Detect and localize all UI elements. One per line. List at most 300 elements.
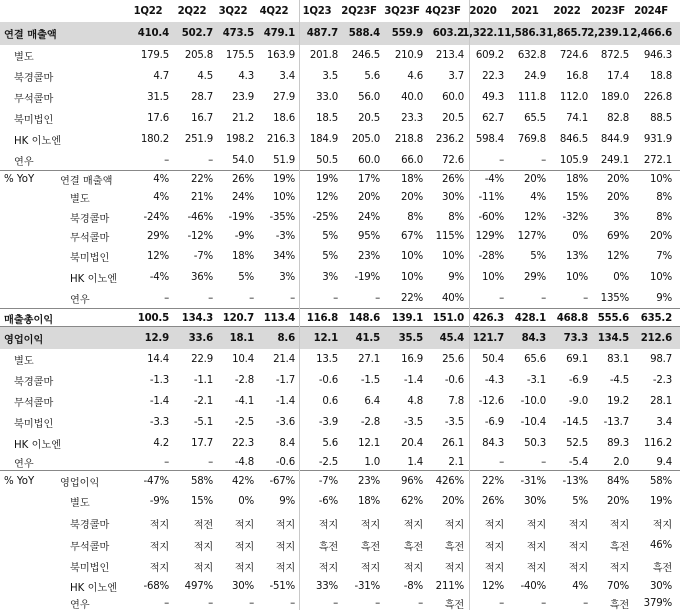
table-cell: – (541, 155, 546, 166)
table-cell: 적지 (318, 562, 338, 574)
table-cell: -13% (562, 475, 588, 487)
table-cell: -3.5 (444, 417, 464, 428)
table-cell: 84% (606, 475, 629, 487)
table-cell: 946.3 (643, 50, 672, 61)
table-cell: 379% (643, 598, 672, 609)
table-cell: 175.5 (225, 50, 254, 61)
table-row (0, 433, 680, 453)
table-cell: -31% (520, 475, 546, 487)
table-cell: 6.4 (364, 396, 380, 407)
table-cell: -3% (275, 231, 295, 242)
table-cell: -31% (354, 581, 380, 592)
table-cell: 29% (146, 231, 169, 242)
table-cell: -3.1 (526, 375, 546, 386)
table-cell: 769.8 (517, 134, 546, 145)
table-row (0, 491, 680, 512)
table-cell: – (208, 155, 213, 166)
row-label: HK 이노엔 (14, 136, 62, 147)
table-cell: – (164, 292, 169, 304)
table-cell: 121.7 (472, 332, 504, 344)
table-cell: -25% (312, 211, 338, 223)
table-cell: 4% (153, 174, 169, 185)
table-cell: 30% (523, 496, 546, 507)
table-cell: 249.1 (600, 155, 629, 166)
table-cell: 2,239.1 (587, 28, 629, 39)
table-cell: -47% (143, 475, 169, 487)
table-cell: 180.2 (140, 134, 169, 145)
table-cell: -51% (269, 581, 295, 592)
table-cell: 10% (400, 251, 423, 262)
row-sublabel: HK 이노엔 (70, 583, 118, 594)
table-cell: 115% (435, 231, 464, 242)
table-cell: 116.2 (643, 437, 672, 449)
table-cell: 흑전 (609, 541, 629, 553)
table-cell: 129% (475, 231, 504, 242)
table-cell: 19% (272, 174, 295, 185)
table-cell: -2.8 (360, 417, 380, 428)
table-cell: – (499, 456, 504, 468)
table-cell: -0.6 (275, 456, 295, 468)
table-row (0, 370, 680, 391)
table-cell: -5.1 (193, 417, 213, 428)
table-cell: 9% (279, 496, 295, 507)
table-row (0, 22, 680, 45)
table-cell: 24.9 (524, 71, 546, 82)
table-cell: 56.0 (358, 92, 380, 103)
table-cell: 724.6 (559, 50, 588, 61)
table-cell: 73.3 (563, 332, 588, 344)
row-sublabel: 연우 (70, 600, 90, 611)
table-cell: 62.7 (482, 113, 504, 124)
table-header-row (0, 0, 680, 23)
table-cell: -10.0 (520, 396, 546, 407)
table-cell: 17.7 (191, 437, 213, 449)
column-header: 3Q22 (218, 5, 248, 17)
row-label: HK 이노엔 (14, 439, 62, 451)
row-sublabel: 별도 (70, 194, 90, 205)
table-cell: 22.3 (232, 437, 254, 449)
table-cell: 54.0 (232, 155, 254, 166)
table-cell: 23.3 (401, 113, 423, 124)
table-row (0, 556, 680, 576)
table-cell: -3.3 (149, 417, 169, 428)
table-cell: – (583, 292, 588, 304)
table-row (0, 227, 680, 246)
table-cell: 18.5 (316, 113, 338, 124)
table-cell: 22% (190, 174, 213, 185)
table-cell: – (499, 155, 504, 166)
column-header: 1Q23 (302, 5, 332, 17)
table-cell: 4.5 (197, 71, 213, 82)
table-cell: 18% (400, 174, 423, 185)
table-cell: 25.6 (442, 354, 464, 365)
table-cell: 8% (407, 211, 423, 223)
table-cell: -40% (520, 581, 546, 592)
table-cell: 72.6 (442, 155, 464, 166)
table-cell: 120.7 (222, 312, 254, 324)
table-cell: 410.4 (137, 28, 169, 39)
table-cell: 적지 (609, 519, 629, 531)
table-cell: 4.3 (238, 71, 254, 82)
table-cell: 적지 (526, 519, 546, 531)
table-cell: – (208, 292, 213, 304)
table-cell: 흑전 (609, 600, 629, 611)
table-cell: 26.1 (442, 437, 464, 449)
table-cell: 30% (649, 581, 672, 592)
table-cell: 29% (523, 271, 546, 283)
table-cell: 163.9 (266, 50, 295, 61)
table-cell: 931.9 (643, 134, 672, 145)
table-cell: 적지 (568, 519, 588, 531)
table-cell: 134.5 (597, 332, 629, 344)
table-cell: -28% (478, 251, 504, 262)
table-cell: 16.9 (401, 354, 423, 365)
table-cell: 236.2 (435, 134, 464, 145)
table-cell: -2.8 (234, 375, 254, 386)
table-cell: 9% (656, 292, 672, 304)
table-cell: 33.6 (188, 332, 213, 344)
column-header: 2024F (634, 5, 668, 17)
table-cell: 24% (231, 192, 254, 203)
table-cell: 34% (272, 251, 295, 262)
table-row (0, 349, 680, 370)
table-cell: 16.7 (191, 113, 213, 124)
table-cell: 22% (481, 475, 504, 487)
table-cell: 5% (322, 251, 338, 262)
table-cell: 0.6 (322, 396, 338, 407)
row-sublabel: 무석콜마 (70, 541, 110, 553)
table-cell: – (375, 292, 380, 304)
table-cell: -1.7 (275, 375, 295, 386)
table-cell: – (290, 292, 295, 304)
table-cell: 211% (435, 581, 464, 592)
table-cell: 16.8 (566, 71, 588, 82)
column-header: 2Q22 (177, 5, 207, 17)
table-cell: 205.8 (184, 50, 213, 61)
table-cell: 3% (279, 271, 295, 283)
table-cell: 51.9 (273, 155, 295, 166)
table-cell: -12.6 (478, 396, 504, 407)
column-divider (299, 0, 300, 610)
table-cell: 872.5 (600, 50, 629, 61)
row-sublabel: 북미법인 (70, 253, 110, 264)
table-cell: 10% (400, 271, 423, 283)
table-cell: 19.2 (607, 396, 629, 407)
table-cell: 3.7 (448, 71, 464, 82)
table-cell: 0% (238, 496, 254, 507)
column-header: 2020 (469, 5, 497, 17)
table-cell: 609.2 (475, 50, 504, 61)
table-cell: 20% (606, 192, 629, 203)
table-cell: 603.2 (432, 28, 464, 39)
table-cell: 139.1 (391, 312, 423, 324)
table-cell: 45.4 (439, 332, 464, 344)
table-cell: 8% (656, 211, 672, 223)
table-cell: 13% (565, 251, 588, 262)
table-row (0, 150, 680, 171)
table-cell: 588.4 (348, 28, 380, 39)
table-cell: – (164, 456, 169, 468)
table-cell: 적지 (234, 519, 254, 531)
row-sublabel: HK 이노엔 (70, 273, 118, 285)
table-cell: 5% (530, 251, 546, 262)
table-cell: – (499, 598, 504, 609)
table-cell: 적지 (484, 541, 504, 553)
table-cell: 17% (357, 174, 380, 185)
table-cell: 7.8 (448, 396, 464, 407)
table-cell: 적지 (234, 562, 254, 574)
table-cell: – (208, 456, 213, 468)
table-cell: -9% (234, 231, 254, 242)
table-cell: 83.1 (607, 354, 629, 365)
table-cell: 27.9 (273, 92, 295, 103)
table-cell: 흑전 (652, 562, 672, 574)
table-cell: 5% (572, 496, 588, 507)
table-cell: 179.5 (140, 50, 169, 61)
column-header: 2023F (591, 5, 625, 17)
table-row (0, 512, 680, 534)
table-cell: – (541, 292, 546, 304)
table-cell: 1,865.7 (546, 28, 588, 39)
table-row (0, 309, 680, 327)
table-cell: – (375, 598, 380, 609)
column-header: 2Q23F (341, 5, 377, 17)
table-cell: 844.9 (600, 134, 629, 145)
column-header: 2022 (553, 5, 581, 17)
table-cell: 2,466.6 (630, 28, 672, 39)
table-cell: – (164, 155, 169, 166)
table-cell: 적지 (609, 562, 629, 574)
table-cell: 26% (231, 174, 254, 185)
table-cell: 적지 (526, 562, 546, 574)
table-cell: 3.4 (279, 71, 295, 82)
table-cell: 20% (441, 496, 464, 507)
table-cell: -1.4 (149, 396, 169, 407)
table-cell: 212.6 (640, 332, 672, 344)
table-cell: 555.6 (597, 312, 629, 324)
table-cell: 10% (272, 192, 295, 203)
table-cell: – (164, 598, 169, 609)
table-cell: 3.4 (656, 417, 672, 428)
table-cell: – (249, 292, 254, 304)
table-row (0, 188, 680, 207)
table-cell: 4.8 (407, 396, 423, 407)
table-cell: 2.0 (613, 456, 629, 468)
table-cell: -7% (193, 251, 213, 262)
table-cell: 12.1 (358, 437, 380, 449)
column-header: 4Q22 (259, 5, 289, 17)
table-cell: -67% (269, 475, 295, 487)
table-cell: 30% (231, 581, 254, 592)
row-sublabel: 북경콜마 (70, 519, 110, 531)
table-cell: 198.2 (225, 134, 254, 145)
table-cell: 62% (400, 496, 423, 507)
table-cell: 적지 (484, 519, 504, 531)
table-cell: 23% (357, 251, 380, 262)
table-cell: 426.3 (472, 312, 504, 324)
table-cell: 17.6 (147, 113, 169, 124)
table-cell: 58% (190, 475, 213, 487)
table-cell: 18% (357, 496, 380, 507)
table-cell: 적지 (149, 519, 169, 531)
table-cell: 246.5 (351, 50, 380, 61)
table-cell: 15% (565, 192, 588, 203)
table-cell: 13.5 (316, 354, 338, 365)
table-cell: 113.4 (263, 312, 295, 324)
table-cell: 428.1 (514, 312, 546, 324)
table-cell: -4% (484, 174, 504, 185)
table-cell: 0% (572, 231, 588, 242)
table-cell: 89.3 (607, 437, 629, 449)
row-label: % YoY (4, 174, 35, 185)
table-cell: -24% (143, 211, 169, 223)
table-cell: 12% (315, 192, 338, 203)
table-cell: 502.7 (181, 28, 213, 39)
table-cell: 적지 (403, 519, 423, 531)
column-header: 2021 (511, 5, 539, 17)
table-cell: – (333, 598, 338, 609)
table-cell: – (418, 598, 423, 609)
table-cell: -4.1 (234, 396, 254, 407)
table-cell: 205.0 (351, 134, 380, 145)
table-cell: 4.6 (407, 71, 423, 82)
table-cell: 33.0 (316, 92, 338, 103)
table-cell: -5.4 (568, 456, 588, 468)
table-cell: 21.2 (232, 113, 254, 124)
table-cell: 1.4 (407, 456, 423, 468)
table-row (0, 534, 680, 556)
table-cell: 42% (231, 475, 254, 487)
table-cell: -7% (318, 475, 338, 487)
table-cell: 46% (649, 539, 672, 551)
table-cell: 10% (565, 271, 588, 283)
table-cell: 84.3 (482, 437, 504, 449)
table-cell: 487.7 (306, 28, 338, 39)
table-cell: 74.1 (566, 113, 588, 124)
table-cell: 116.8 (306, 312, 338, 324)
table-cell: 20% (357, 192, 380, 203)
row-label: 매출총이익 (4, 314, 54, 326)
table-cell: -60% (478, 211, 504, 223)
table-cell: 184.9 (309, 134, 338, 145)
table-cell: 468.8 (556, 312, 588, 324)
table-cell: 49.3 (482, 92, 504, 103)
table-cell: -4.5 (609, 375, 629, 386)
table-cell: 426% (435, 475, 464, 487)
table-cell: -3.5 (403, 417, 423, 428)
table-cell: -3.9 (318, 417, 338, 428)
table-cell: 1,586.3 (504, 28, 546, 39)
table-cell: 65.5 (524, 113, 546, 124)
table-cell: -14.5 (562, 417, 588, 428)
table-row (0, 597, 680, 610)
table-cell: -46% (187, 211, 213, 223)
table-cell: 127% (517, 231, 546, 242)
table-cell: 12% (523, 211, 546, 223)
table-row (0, 66, 680, 87)
table-cell: 19% (315, 174, 338, 185)
table-cell: -10.4 (520, 417, 546, 428)
table-cell: 적지 (568, 541, 588, 553)
table-cell: 20% (606, 496, 629, 507)
table-cell: -6.9 (484, 417, 504, 428)
table-cell: 4.2 (153, 437, 169, 449)
row-label: 북미법인 (14, 115, 54, 126)
table-cell: 20% (606, 174, 629, 185)
table-cell: 20.4 (401, 437, 423, 449)
table-cell: -1.4 (275, 396, 295, 407)
table-cell: -2.3 (652, 375, 672, 386)
table-cell: 8.6 (277, 332, 295, 344)
table-cell: -2.1 (193, 396, 213, 407)
table-cell: 100.5 (137, 312, 169, 324)
row-label: 별도 (14, 356, 34, 367)
table-cell: 9.4 (656, 456, 672, 468)
table-cell: 33% (315, 581, 338, 592)
table-cell: 226.8 (643, 92, 672, 103)
table-cell: – (541, 598, 546, 609)
table-cell: 적지 (526, 541, 546, 553)
table-cell: 201.8 (309, 50, 338, 61)
table-cell: 30% (441, 192, 464, 203)
table-cell: 251.9 (184, 134, 213, 145)
column-header: 4Q23F (425, 5, 461, 17)
table-cell: 적전 (193, 519, 213, 531)
table-cell: 12% (606, 251, 629, 262)
table-cell: 213.4 (435, 50, 464, 61)
table-cell: 22.3 (482, 71, 504, 82)
table-cell: 189.0 (600, 92, 629, 103)
table-cell: 151.0 (432, 312, 464, 324)
table-cell: 50.5 (316, 155, 338, 166)
table-cell: – (499, 292, 504, 304)
table-cell: 497% (184, 581, 213, 592)
table-cell: 18.6 (273, 113, 295, 124)
table-cell: 18.1 (229, 332, 254, 344)
table-cell: 적지 (193, 562, 213, 574)
table-cell: 0% (613, 271, 629, 283)
table-cell: 40% (441, 292, 464, 304)
row-sublabel: 북경콜마 (70, 213, 110, 225)
row-label: 연결 매출액 (4, 30, 57, 41)
table-cell: 23% (357, 475, 380, 487)
row-label: 북미법인 (14, 419, 54, 430)
table-cell: 8% (448, 211, 464, 223)
table-cell: 5% (238, 271, 254, 283)
table-cell: -4.8 (234, 456, 254, 468)
table-cell: -12% (187, 231, 213, 242)
table-row (0, 327, 680, 349)
table-cell: 4.7 (153, 71, 169, 82)
row-label: 연우 (14, 157, 34, 168)
row-label: 별도 (14, 52, 34, 63)
table-cell: 96% (400, 475, 423, 487)
table-cell: 적지 (193, 541, 213, 553)
table-cell: 26% (481, 496, 504, 507)
table-cell: -32% (562, 211, 588, 223)
table-cell: -8% (403, 581, 423, 592)
table-cell: 105.9 (559, 155, 588, 166)
table-cell: 28.1 (650, 396, 672, 407)
table-cell: 흑전 (360, 541, 380, 553)
table-row (0, 108, 680, 129)
table-cell: 15% (190, 496, 213, 507)
row-sublabel: 연결 매출액 (60, 176, 113, 187)
table-cell: 4% (572, 581, 588, 592)
table-cell: 적지 (484, 562, 504, 574)
table-cell: 52.5 (566, 437, 588, 449)
table-cell: 17.4 (607, 71, 629, 82)
